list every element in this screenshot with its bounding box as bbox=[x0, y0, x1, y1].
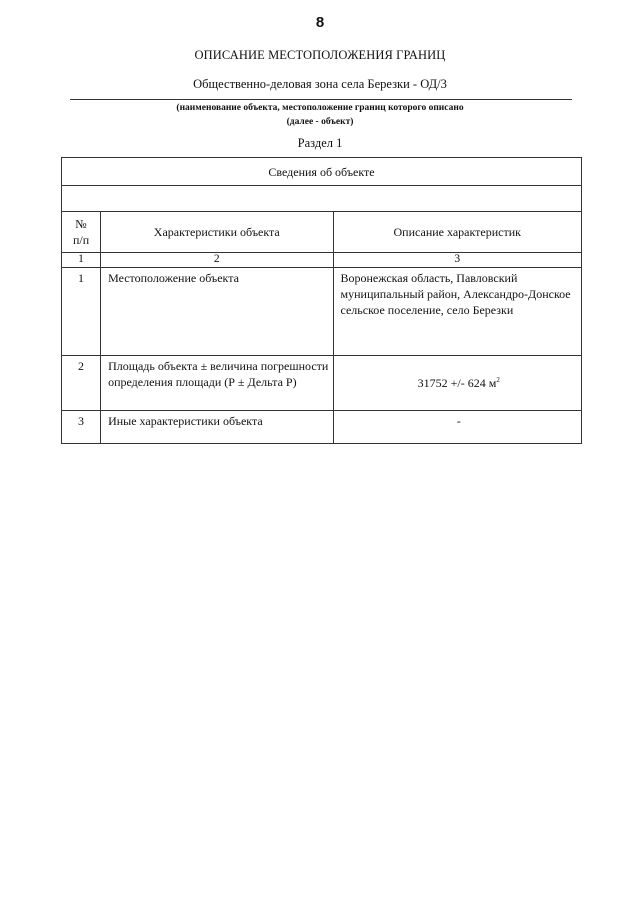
column-number: 3 bbox=[333, 253, 582, 268]
row-num: 1 bbox=[62, 268, 101, 356]
area-unit-exponent: 2 bbox=[496, 376, 500, 384]
row-description bbox=[333, 356, 582, 411]
table-title-row bbox=[62, 158, 582, 186]
column-number: 1 bbox=[62, 253, 101, 268]
table-empty-row bbox=[62, 186, 582, 212]
header-description: Описание характеристик bbox=[333, 212, 582, 253]
column-numbers-row bbox=[62, 253, 582, 268]
header-num: № п/п bbox=[62, 212, 101, 253]
table-row bbox=[62, 356, 582, 411]
row-num: 2 bbox=[62, 356, 101, 411]
header-characteristic: Характеристики объекта bbox=[101, 212, 333, 253]
object-name-underline bbox=[70, 99, 572, 100]
table-title: Сведения об объекте bbox=[62, 158, 582, 186]
table-row bbox=[62, 268, 582, 356]
row-num: 3 bbox=[62, 411, 101, 444]
row-characteristic: Площадь объекта ± величина погрешности определения площади (Р ± Дельта Р) bbox=[101, 356, 333, 411]
table-row bbox=[62, 411, 582, 444]
row-description: - bbox=[333, 411, 582, 444]
object-name: Общественно-деловая зона села Березки - ОД/3 bbox=[193, 77, 447, 91]
page-number: 8 bbox=[315, 14, 325, 31]
area-value: 31752 +/- 624 м bbox=[417, 376, 497, 390]
row-description: Воронежская область, Павловский муниципальный район, Александро-Донское сельское поселение, село Березки bbox=[333, 268, 582, 356]
document-title: ОПИСАНИЕ МЕСТОПОЛОЖЕНИЯ ГРАНИЦ bbox=[194, 48, 446, 62]
row-characteristic: Иные характеристики объекта bbox=[101, 411, 333, 444]
section-label: Раздел 1 bbox=[297, 136, 343, 150]
table-header-row bbox=[62, 212, 582, 253]
object-info-table bbox=[61, 157, 582, 444]
caption-line-1: (наименование объекта, местоположение границ которого описано bbox=[176, 103, 464, 113]
column-number: 2 bbox=[101, 253, 333, 268]
caption-line-2: (далее - объект) bbox=[286, 117, 354, 127]
row-characteristic: Местоположение объекта bbox=[101, 268, 333, 356]
